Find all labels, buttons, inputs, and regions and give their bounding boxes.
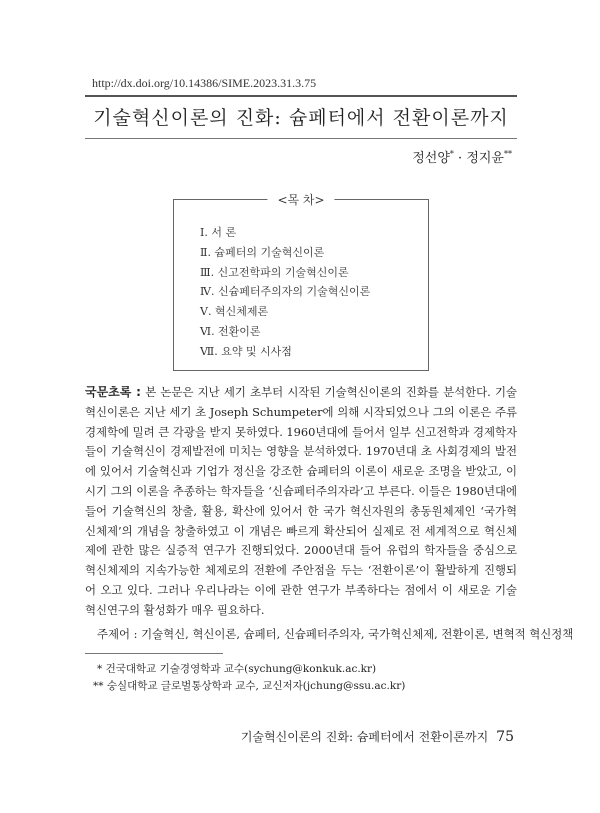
author-mark-2: **: [504, 149, 512, 159]
toc-item: Ⅴ. 혁신체제론: [200, 305, 269, 319]
table-of-contents: [173, 193, 429, 371]
toc-item: Ⅵ. 전환이론: [200, 324, 261, 338]
toc-item: Ⅲ. 신고전학파의 기술혁신이론: [200, 265, 349, 279]
abstract-text: 본 논문은 지난 세기 초부터 시작된 기술혁신이론의 진화를 분석한다. 기술혁신이론은 지난 세기 초 Joseph Schumpeter에 의해 시작되었으나 그의 이론은 주류경제학에 밀려 큰 각광을 받지 못하였다. 1960년대에 들어서 일부 신고전학과 경제학자들이 기술혁신이 경제발전에 미치는 영향을 분석하였다. 1970년대 초 사회경제의 발전에 있어서 기술혁신과 기업가 정신을 강조한 슘페터의 이론이 새로운 조명을 받았고, 이 시기 그의 이론을 추종하는 학자들을 ‘신슘페터주의자라’고 부른다. 이들은 1980년대에 들어 기술혁신의 창출, 활용, 확산에 있어서 한 국가 혁신자원의 총동원체제인 ‘국가혁신체제’의 개념을 창출하였고 이 개념은 빠르게 확산되어 실제로 전 세계적으로 혁신체제에 관한 많은 실증적 연구가 진행되었다. 2000년대 들어 유럽의 학자들을 중심으로 혁신체제의 지속가능한 체제로의 전환에 주안점을 두는 ‘전환이론’이 활발하게 진행되어 오고 있다. 그러나 우리나라는 이에 관한 연구가 부족하다는 점에서 이 새로운 기술혁신연구의 활성화가 매우 필요하다.: [85, 385, 517, 617]
title-bottom-rule: [85, 138, 517, 139]
keywords: 주제어 : 기술혁신, 혁신이론, 슘페터, 신슘페터주의자, 국가혁신체제, 전환이론, 변혁적 혁신정책: [97, 627, 574, 641]
toc-item: Ⅱ. 슘페터의 기술혁신이론: [200, 245, 325, 259]
footnote-rule: [85, 653, 223, 654]
footnote-author-2: ** 숭실대학교 글로벌통상학과 교수, 교신저자(jchung@ssu.ac.kr): [93, 680, 406, 692]
running-title: 기술혁신이론의 진화: 슘페터에서 전환이론까지: [240, 730, 489, 744]
abstract-label: 국문초록 :: [85, 385, 141, 399]
title-top-rule: [85, 95, 517, 97]
page-number: 75: [496, 729, 514, 745]
toc-heading: <목 차>: [267, 191, 334, 208]
running-head: [241, 728, 514, 745]
author-separator: ·: [453, 151, 467, 166]
doi-link[interactable]: http://dx.doi.org/10.14386/SIME.2023.31.3.75: [92, 76, 317, 90]
author-name-1: 정선양: [412, 151, 450, 166]
toc-item: Ⅶ. 요약 및 시사점: [200, 344, 292, 358]
toc-list: [200, 223, 370, 362]
abstract: [85, 383, 517, 621]
author-mark-1: *: [449, 149, 454, 159]
toc-item: Ⅳ. 신슘페터주의자의 기술혁신이론: [200, 285, 371, 299]
paper-title: 기술혁신이론의 진화: 슘페터에서 전환이론까지: [93, 107, 509, 129]
footnote-author-1: * 건국대학교 기술경영학과 교수(sychung@konkuk.ac.kr): [97, 663, 377, 675]
author-line: [412, 147, 512, 166]
author-name-2: 정지윤: [466, 151, 504, 166]
toc-item: Ⅰ. 서 론: [200, 226, 237, 239]
